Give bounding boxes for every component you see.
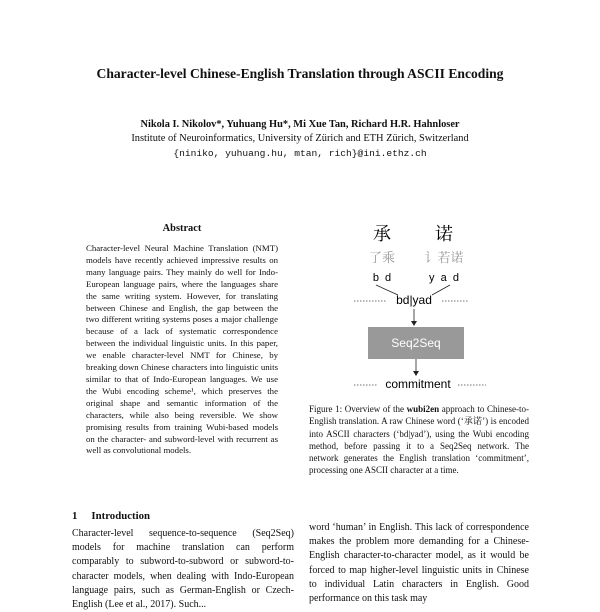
figure-caption <box>309 403 529 477</box>
abstract-heading: Abstract <box>162 223 202 234</box>
fig-char-1: 承 <box>373 224 391 244</box>
fig-arrow-line <box>376 285 398 295</box>
fig-radicals-2: 讠若诺 <box>424 250 464 265</box>
section-title: Introduction <box>91 510 151 522</box>
caption-bold: wubi2en <box>406 404 440 414</box>
caption-rest: approach to Chinese-to-English translation. A raw Chinese word (‘承诺’) is encoded into ASCII characters (‘bd|yad’), using the Wubi encoding method, before passing it to a Seq2Seq network. The network generates the English translation ‘commitment’, processing one ASCII character at a time. <box>309 404 530 476</box>
section-number: 1 <box>72 510 78 522</box>
fig-arrow-line <box>432 285 450 295</box>
fig-arrowhead <box>413 371 419 376</box>
intro-text: Character-level sequence-to-sequence (Seq2Seq) models for machine translation can perform comparably to subword-to-subword or subword-to-character models, when dealing with Indo-European language pairs, such as German-English or Czech-English (Lee et al., 2017). Such... <box>72 528 294 611</box>
caption-label: Figure 1: Overview of the <box>309 404 404 414</box>
fig-output: commitment <box>385 377 451 391</box>
author-list: Nikola I. Nikolov*, Yuhuang Hu*, Mi Xue Tan, Richard H.R. Hahnloser <box>140 119 460 130</box>
figure-1 <box>340 215 500 395</box>
fig-radicals-1: 了乘 <box>368 250 396 265</box>
fig-codes-2: y a d <box>429 272 459 284</box>
fig-encoded: bd|yad <box>396 293 432 307</box>
paper-title: Character-level Chinese-English Translation through ASCII Encoding <box>96 66 504 81</box>
figure-diagram <box>340 215 500 395</box>
author-emails: {niniko, yuhuang.hu, mtan, rich}@ini.ethz.ch <box>173 148 427 159</box>
right-column-text: word ‘human’ in English. This lack of correspondence makes the problem more demanding for a Chinese-English character-to-character model, as it would be forced to map higher-level linguistic units in Chinese to individual Latin characters in English. Good performance on this task may <box>309 522 529 605</box>
section-heading <box>72 510 150 522</box>
fig-char-2: 诺 <box>435 224 453 244</box>
fig-seq2seq-label: Seq2Seq <box>391 336 441 350</box>
fig-codes-1: b d <box>372 272 392 284</box>
abstract-text: Character-level Neural Machine Translation (NMT) models have recently achieved impressive results on many language pairs. They mainly do well for Indo-European language pairs, where the languages share the same writing system. However, for translating between Chinese and English, the gap between the two different writing systems poses a major challenge because of a lack of systematic correspondence between the individual linguistic units. In this paper, we enable character-level NMT for Chinese, by breaking down Chinese characters into linguistic units similar to that of Indo-European languages. We use the Wubi encoding scheme¹, which preserves the original shape and semantic information of the characters, while also being reversible. We show promising results from training Wubi-based models on the character- and subword-level with recurrent as well as convolutional models. <box>86 243 278 456</box>
affiliation: Institute of Neuroinformatics, University of Zürich and ETH Zürich, Switzerland <box>131 133 469 144</box>
fig-arrowhead <box>411 321 417 326</box>
